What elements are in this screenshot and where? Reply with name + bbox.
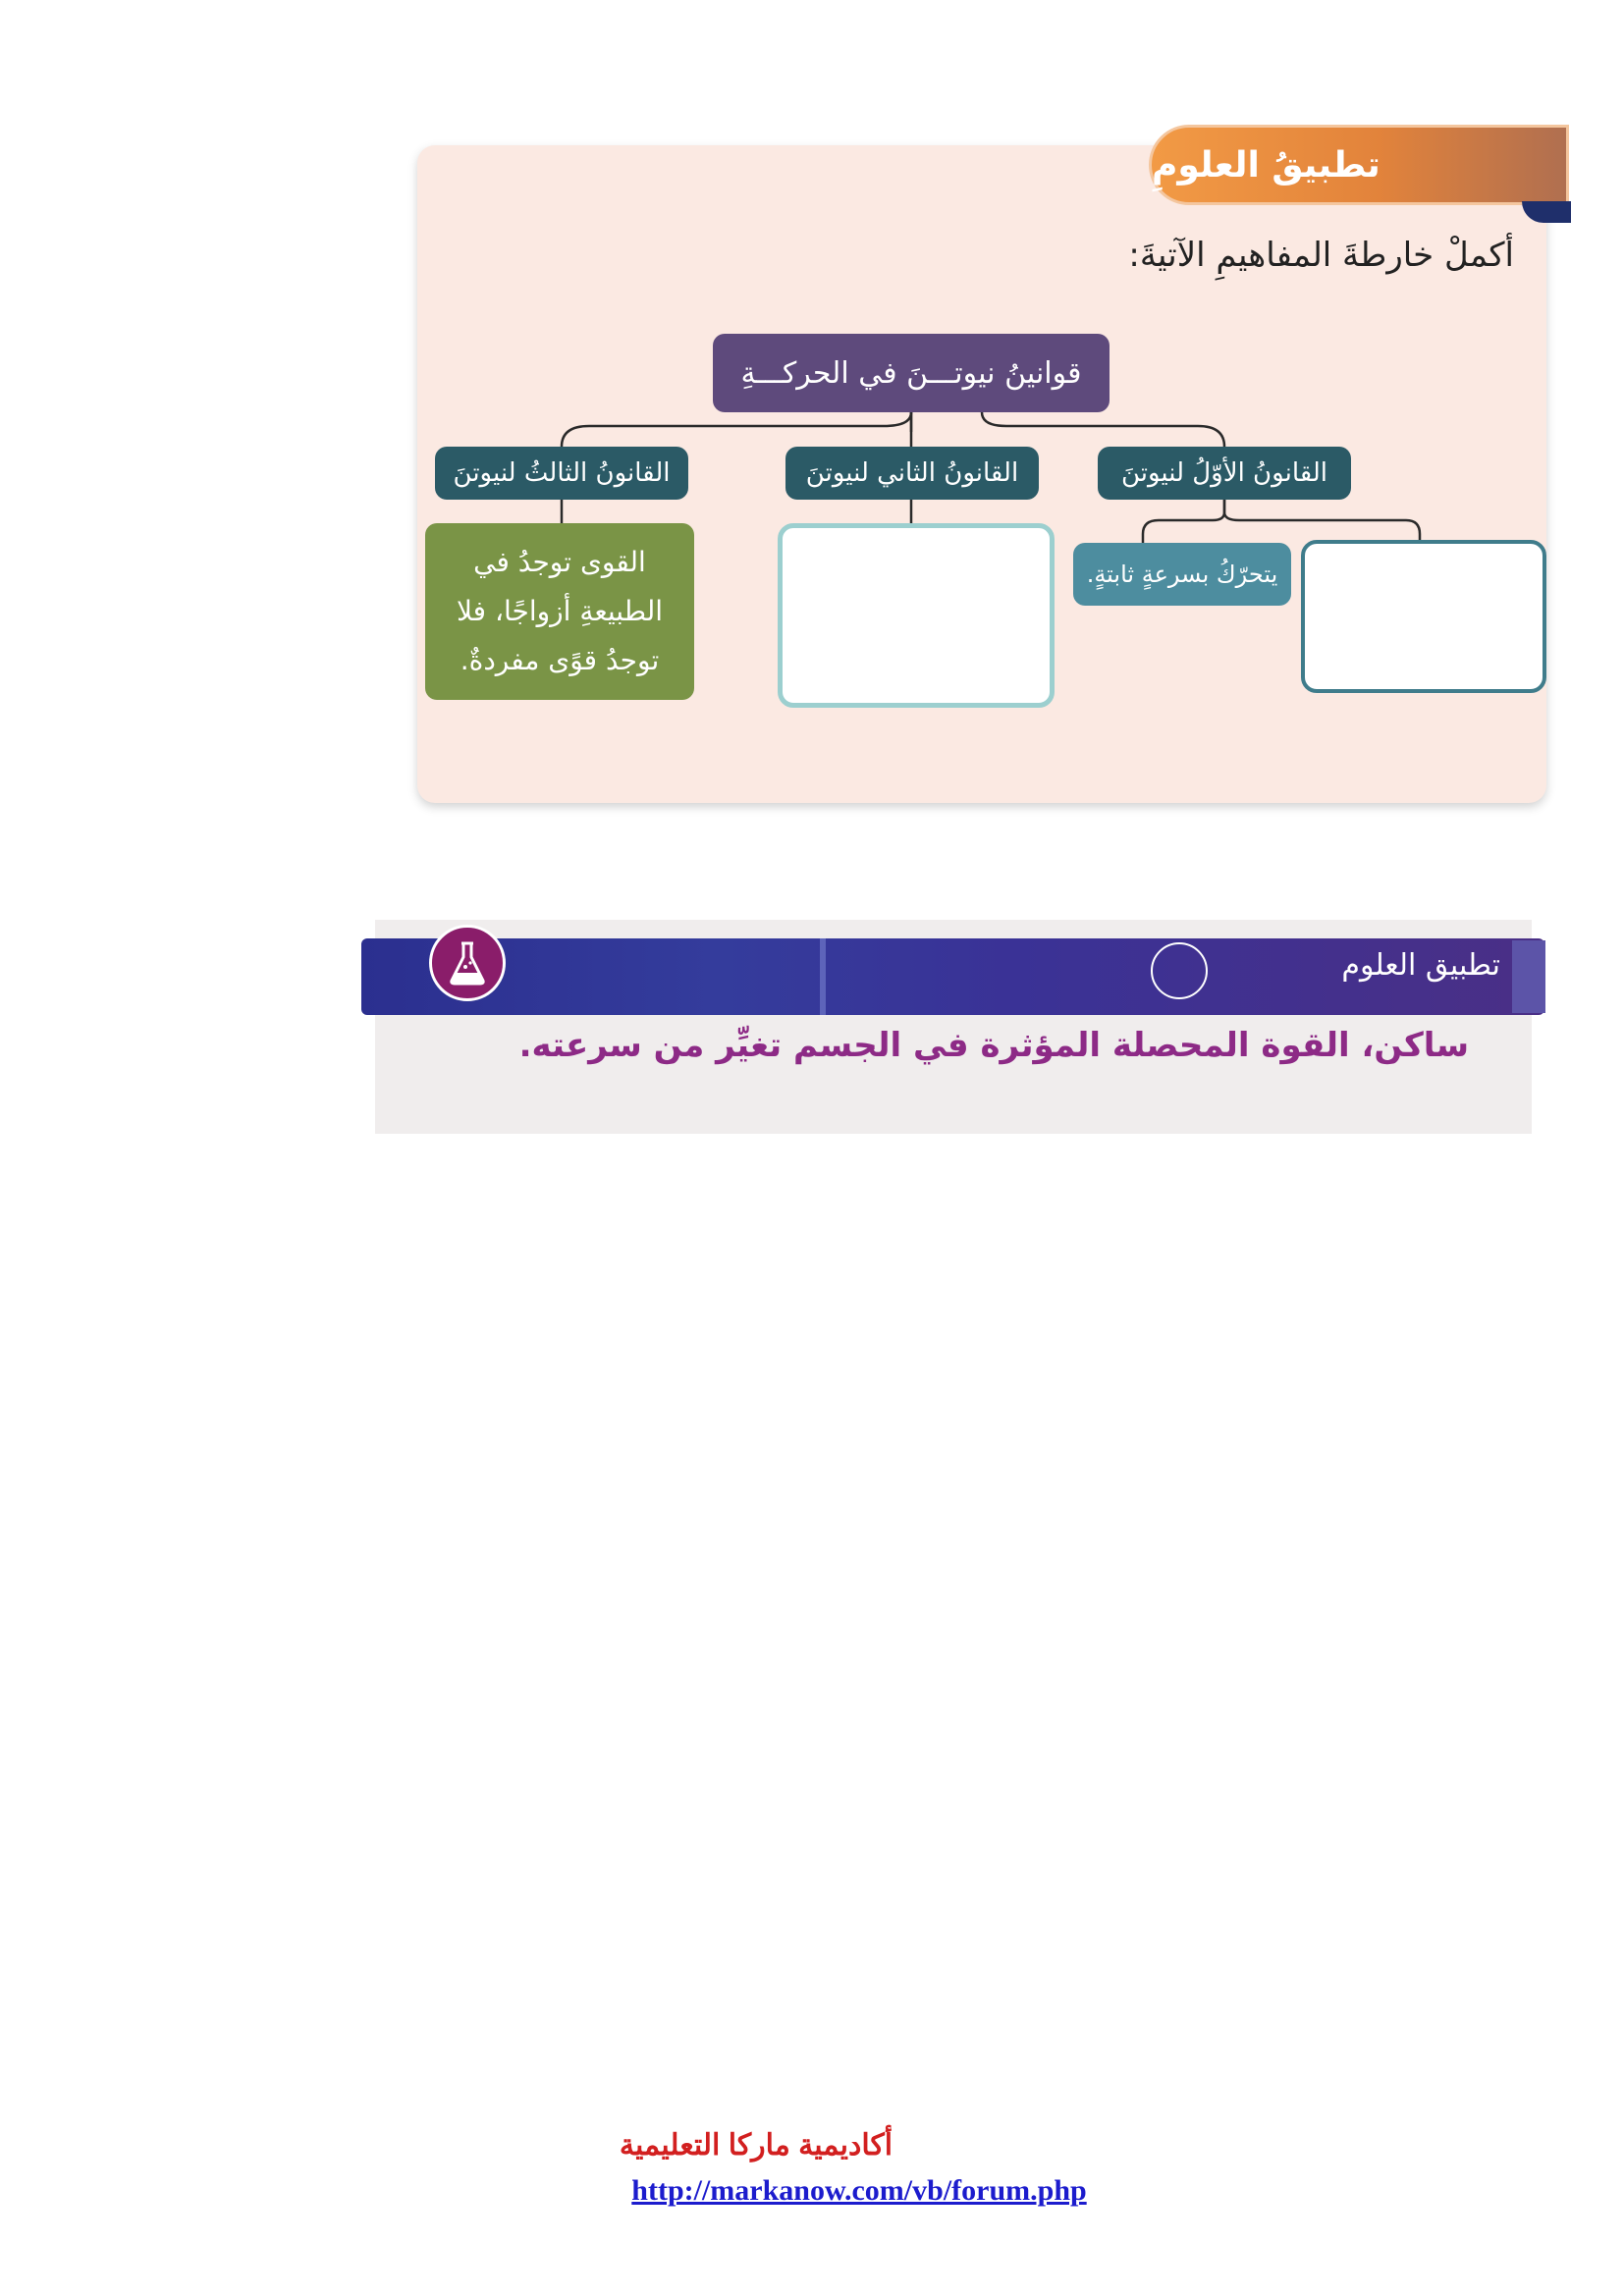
concept-map-root-label: قوانينُ نيوتـــنَ في الحركـــةِ: [740, 355, 1082, 391]
second-law-label: القانونُ الثاني لنيوتنَ: [805, 458, 1019, 488]
third-law-node: [435, 447, 688, 500]
third-law-description: [425, 523, 694, 700]
banner-end-strip: [1512, 940, 1545, 1013]
second-law-answer-blank[interactable]: [778, 523, 1055, 708]
first-law-answer-blank[interactable]: [1301, 540, 1546, 693]
footer-forum-link[interactable]: http://markanow.com/vb/forum.php: [631, 2174, 1087, 2207]
concept-map-root: [713, 334, 1110, 412]
third-law-description-text: القوى توجدُ في الطبيعةِ أزواجًا، فلا توجدُ قوًى مفردةٌ.: [456, 546, 664, 676]
flask-icon: [429, 925, 506, 1001]
footer-academy-name: أكاديمية ماركا التعليمية: [619, 2129, 893, 2162]
answer-text: ساكن، القوة المحصلة المؤثرة في الجسم تغيِّر من سرعته.: [518, 1026, 1469, 1065]
first-law-filled-node: [1073, 543, 1291, 606]
section-badge-title: تطبيقُ العلومِ: [1152, 144, 1380, 186]
banner-divider: [820, 938, 826, 1015]
banner-circle-icon: [1151, 942, 1208, 999]
first-law-label: القانونُ الأوّلُ لنيوتنَ: [1120, 458, 1328, 488]
instruction-text: أكملْ خارطةَ المفاهيمِ الآتيةَ:: [1128, 236, 1514, 275]
answer-banner-title: تطبيق العلوم: [1341, 948, 1500, 983]
concept-map-connectors: [0, 0, 1624, 883]
first-law-filled-text: يتحرّكُ بسرعةٍ ثابتةٍ.: [1086, 561, 1278, 588]
second-law-node: [785, 447, 1039, 500]
first-law-node: [1098, 447, 1351, 500]
third-law-label: القانونُ الثالثُ لنيوتنَ: [453, 458, 671, 488]
